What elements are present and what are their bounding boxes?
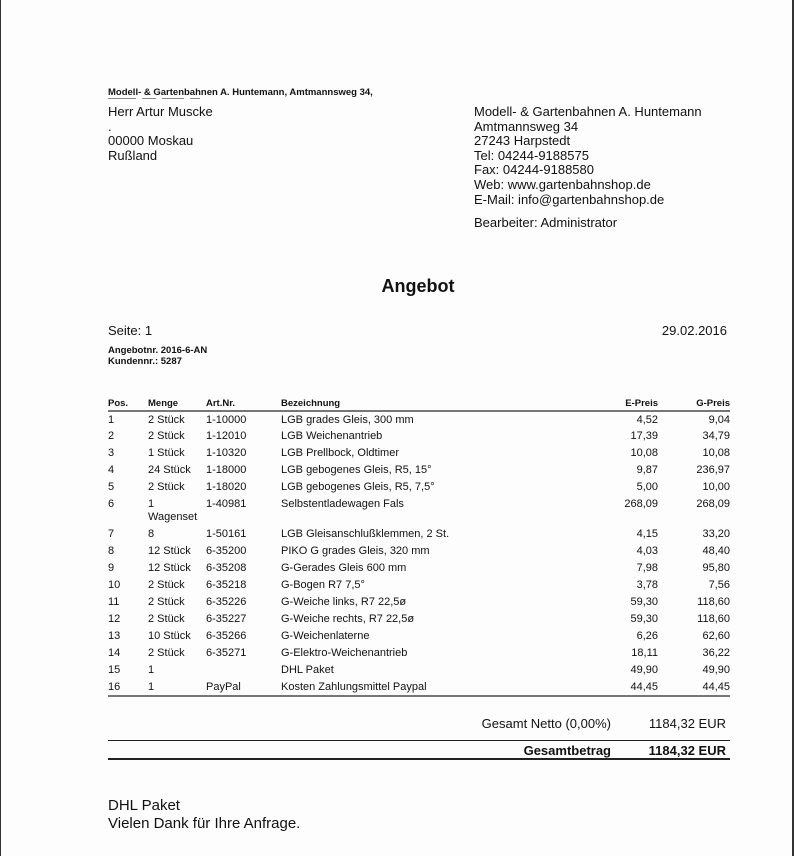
table-row	[108, 462, 730, 479]
cell-menge: 12 Stück	[148, 545, 191, 557]
cell-menge: 8	[148, 528, 155, 540]
cell-e-preis: 268,09	[624, 498, 658, 510]
cell-pos: 5	[108, 481, 115, 493]
cell-g-preis: 48,40	[702, 545, 730, 557]
cell-e-preis: 10,08	[630, 447, 658, 459]
cell-g-preis: 118,60	[697, 613, 730, 625]
table-row	[108, 577, 730, 594]
table-row	[108, 526, 730, 543]
cell-menge	[148, 496, 206, 526]
cell-bezeichnung: G-Weichenlaterne	[281, 630, 370, 642]
cell-art-nr: 6-35266	[206, 630, 247, 642]
cell-pos: 4	[108, 464, 115, 476]
cell-e-preis: 59,30	[630, 596, 658, 608]
cell-g-preis: 49,90	[702, 664, 730, 676]
cell-e-preis: 17,39	[630, 430, 658, 442]
cell-bezeichnung: LGB Prellbock, Oldtimer	[281, 447, 399, 459]
cell-bezeichnung: LGB grades Gleis, 300 mm	[281, 414, 414, 426]
company-name: Modell- & Gartenbahnen A. Huntemann	[474, 104, 702, 119]
divider-line	[108, 758, 730, 760]
cell-art-nr: 1-10320	[206, 447, 247, 459]
company-street: Amtmannsweg 34	[474, 118, 579, 134]
recipient-city: 00000 Moskau	[108, 133, 194, 149]
company-tel: Tel: 04244-9188575	[474, 147, 589, 163]
table-row	[108, 428, 730, 445]
cell-menge: 24 Stück	[148, 464, 191, 476]
cell-g-preis: 9,04	[708, 414, 730, 426]
cell-pos: 16	[108, 679, 148, 696]
recipient-address	[108, 105, 213, 164]
cell-art-nr: 1-40981	[206, 498, 247, 510]
cell-g-preis: 36,22	[702, 647, 730, 659]
cell-art-nr: 6-35226	[206, 596, 247, 608]
cell-pos: 10	[108, 579, 121, 591]
cell-pos: 13	[108, 630, 121, 642]
cell-menge: 2 Stück	[148, 579, 185, 591]
cell-menge: 1	[148, 664, 155, 676]
cell-art-nr: 1-18000	[206, 464, 247, 476]
header-e-preis: E-Preis	[581, 397, 658, 411]
cell-menge: 2 Stück	[148, 647, 185, 659]
cell-e-preis: 4,15	[636, 528, 658, 540]
cell-g-preis: 34,79	[702, 430, 730, 442]
cell-e-preis: 9,87	[636, 464, 658, 476]
cell-g-preis: 118,60	[697, 596, 730, 608]
table-row	[108, 594, 730, 611]
cell-pos: 8	[108, 545, 115, 557]
total-value: 1184,32 EUR	[648, 743, 726, 758]
cell-art-nr	[206, 662, 281, 679]
recipient-country: Rußland	[108, 148, 158, 164]
cell-pos: 15	[108, 664, 121, 676]
cell-art-nr: 6-35208	[206, 562, 247, 574]
cell-art-nr: 6-35218	[206, 579, 247, 591]
menge-unit: Wagenset	[148, 511, 198, 523]
cell-menge: 1	[148, 679, 206, 696]
cell-bezeichnung: LGB gebogenes Gleis, R5, 15°	[281, 464, 432, 476]
cell-e-preis: 6,26	[636, 630, 658, 642]
cell-art-nr: 1-18020	[206, 481, 247, 493]
cell-pos: 14	[108, 647, 121, 659]
cell-e-preis: 59,30	[630, 613, 658, 625]
total-label: Gesamtbetrag	[523, 743, 611, 758]
header-menge: Menge	[148, 397, 206, 411]
cell-menge: 2 Stück	[148, 596, 185, 608]
cell-g-preis: 10,08	[702, 447, 730, 459]
document-date: 29.02.2016	[661, 323, 727, 338]
cell-e-preis: 4,52	[636, 414, 658, 426]
table-row	[108, 496, 730, 526]
offer-number: Angebotnr. 2016-6-AN	[108, 345, 208, 356]
cell-bezeichnung: Kosten Zahlungsmittel Paypal	[281, 679, 581, 696]
netto-value: 1184,32 EUR	[648, 716, 726, 731]
cell-art-nr: 6-35271	[206, 647, 247, 659]
table-row	[108, 628, 730, 645]
cell-e-preis: 3,78	[636, 579, 658, 591]
cell-bezeichnung: LGB Gleisanschlußklemmen, 2 St.	[281, 528, 450, 540]
cell-bezeichnung: G-Bogen R7 7,5°	[281, 579, 365, 591]
cell-e-preis: 49,90	[630, 664, 658, 676]
table-row	[108, 662, 730, 679]
cell-pos: 12	[108, 613, 121, 625]
cell-e-preis: 18,11	[631, 647, 658, 659]
cell-art-nr: PayPal	[206, 679, 281, 696]
cell-g-preis: 7,56	[708, 579, 730, 591]
sender-return-line: Modell- & Gartenbahnen A. Huntemann, Amtmannsweg 34,	[108, 87, 373, 98]
cell-pos: 1	[108, 414, 115, 426]
header-art-nr: Art.Nr.	[206, 397, 281, 411]
cell-g-preis: 62,60	[702, 630, 730, 642]
table-row	[108, 645, 730, 662]
cell-bezeichnung: DHL Paket	[281, 664, 334, 676]
company-bearbeiter: Bearbeiter: Administrator	[474, 215, 618, 230]
cell-pos: 9	[108, 562, 115, 574]
cell-art-nr: 1-12010	[206, 430, 247, 442]
table-row	[108, 543, 730, 560]
cell-g-preis: 10,00	[702, 481, 730, 493]
document-title: Angebot	[381, 276, 455, 296]
recipient-street: .	[108, 118, 112, 134]
table-body	[108, 411, 730, 696]
recipient-name: Herr Artur Muscke	[108, 104, 213, 119]
menge-value: 1	[148, 498, 155, 510]
cell-e-preis: 44,45	[581, 679, 658, 696]
sender-return-line-truncated	[108, 98, 258, 101]
cell-pos: 6	[108, 498, 115, 510]
cell-menge: 12 Stück	[148, 562, 191, 574]
table-row	[108, 560, 730, 577]
cell-bezeichnung: LGB gebogenes Gleis, R5, 7,5°	[281, 481, 435, 493]
header-bezeichnung: Bezeichnung	[281, 397, 581, 411]
cell-pos: 2	[108, 430, 115, 442]
cell-pos: 11	[108, 596, 120, 608]
thanks-note: Vielen Dank für Ihre Anfrage.	[108, 815, 301, 832]
company-address	[474, 105, 702, 207]
table-header-row	[108, 397, 730, 411]
cell-e-preis: 7,98	[636, 562, 658, 574]
table-row	[108, 411, 730, 428]
company-fax: Fax: 04244-9188580	[474, 162, 594, 178]
cell-g-preis: 268,09	[696, 498, 730, 510]
table-row	[108, 679, 730, 696]
header-g-preis: G-Preis	[658, 397, 730, 411]
cell-art-nr: 6-35200	[206, 545, 247, 557]
shipping-method: DHL Paket	[108, 797, 180, 814]
cell-e-preis: 5,00	[636, 481, 658, 493]
customer-number: Kundennr.: 5287	[108, 356, 182, 367]
cell-g-preis: 236,97	[696, 464, 730, 476]
company-email: E-Mail: info@gartenbahnshop.de	[474, 191, 665, 207]
cell-art-nr: 1-50161	[206, 528, 247, 540]
cell-g-preis: 33,20	[702, 528, 730, 540]
cell-menge: 10 Stück	[148, 630, 191, 642]
cell-bezeichnung: G-Elektro-Weichenantrieb	[281, 647, 408, 659]
cell-menge: 1 Stück	[148, 447, 185, 459]
cell-pos: 7	[108, 528, 115, 540]
items-table	[108, 397, 730, 697]
cell-g-preis: 44,45	[658, 679, 730, 696]
document-meta	[108, 345, 207, 367]
netto-label: Gesamt Netto (0,00%)	[481, 716, 611, 731]
table-row	[108, 479, 730, 496]
cell-bezeichnung: PIKO G grades Gleis, 320 mm	[281, 545, 430, 557]
cell-menge: 2 Stück	[148, 430, 185, 442]
cell-bezeichnung: G-Gerades Gleis 600 mm	[281, 562, 407, 574]
cell-art-nr: 1-10000	[206, 414, 247, 426]
footer-notes	[108, 797, 300, 833]
cell-menge: 2 Stück	[148, 481, 185, 493]
table-row	[108, 445, 730, 462]
cell-art-nr: 6-35227	[206, 613, 247, 625]
company-web: Web: www.gartenbahnshop.de	[474, 176, 651, 192]
cell-menge: 2 Stück	[148, 414, 185, 426]
table-row	[108, 611, 730, 628]
divider-line	[108, 740, 730, 741]
cell-e-preis: 4,03	[636, 545, 658, 557]
company-city: 27243 Harpstedt	[474, 133, 571, 149]
cell-menge: 2 Stück	[148, 613, 185, 625]
cell-bezeichnung: G-Weiche links, R7 22,5ø	[281, 596, 407, 608]
cell-bezeichnung: LGB Weichenantrieb	[281, 430, 383, 442]
cell-bezeichnung: G-Weiche rechts, R7 22,5ø	[281, 613, 415, 625]
cell-pos: 3	[108, 447, 115, 459]
cell-g-preis: 95,80	[702, 562, 730, 574]
cell-bezeichnung: Selbstentladewagen Fals	[281, 498, 404, 510]
header-pos: Pos.	[108, 397, 148, 411]
page-number: Seite: 1	[108, 323, 153, 338]
